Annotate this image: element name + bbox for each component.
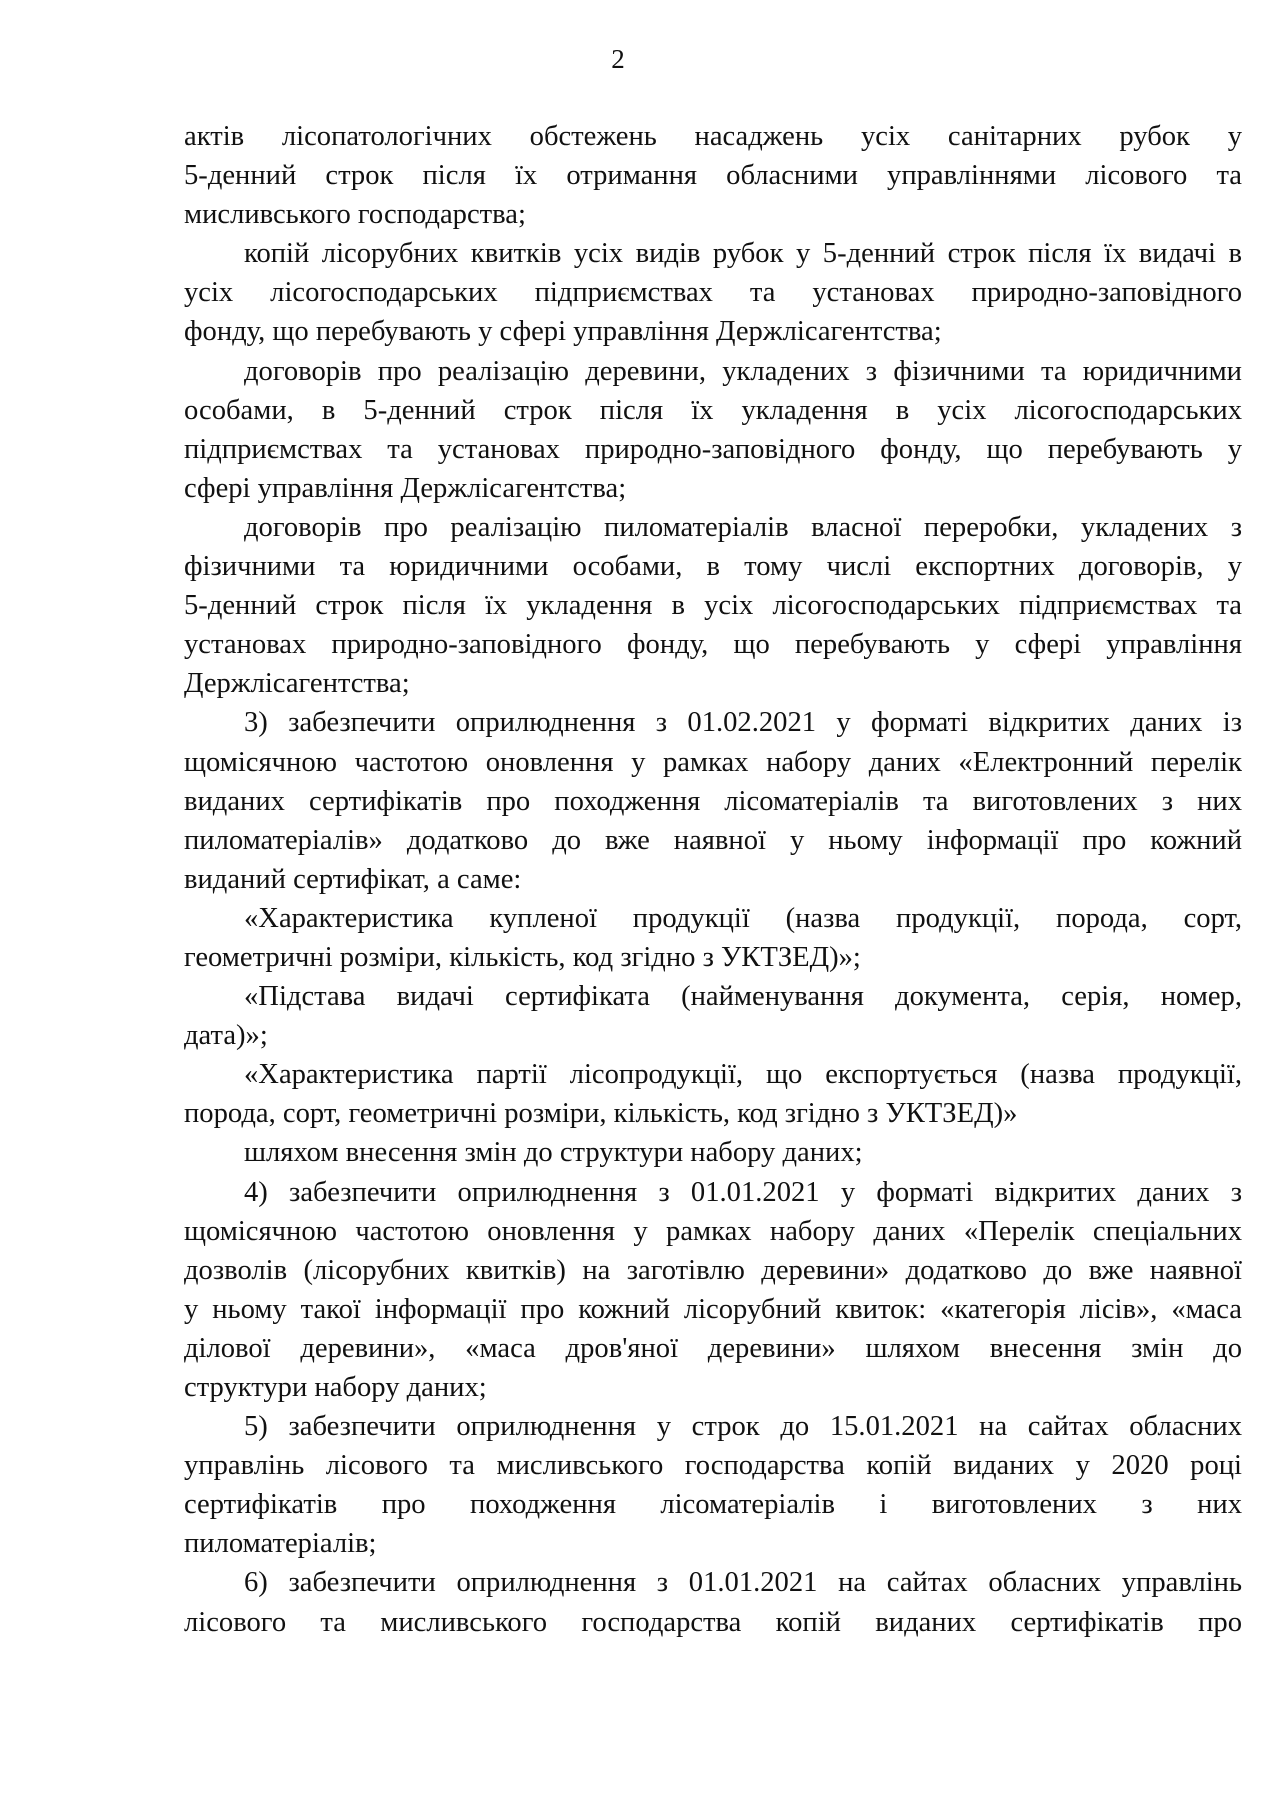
text-line: усіх лісогосподарських підприємствах та установах природно-заповідного [184, 277, 1242, 309]
document-body [184, 117, 1242, 1642]
text-line: шляхом внесення змін до структури набору даних; [244, 1137, 863, 1169]
paragraph-purchased-products [184, 899, 1242, 977]
text-line: договорів про реалізацію пиломатеріалів власної переробки, укладених з [244, 511, 1242, 543]
text-line: договорів про реалізацію деревини, укладених з фізичними та юридичними [244, 355, 1242, 387]
text-line: «Характеристика партії лісопродукції, що експортується (назва продукції, [244, 1059, 1242, 1091]
text-line: «Підстава видачі сертифіката (найменування документа, серія, номер, [244, 981, 1242, 1013]
text-line: 6) забезпечити оприлюднення з 01.01.2021 на сайтах обласних управлінь [244, 1567, 1242, 1599]
text-line: дозволів (лісорубних квитків) на заготівлю деревини» додатково до вже наявної [184, 1254, 1242, 1286]
paragraph-item-3 [184, 703, 1242, 898]
text-line: фізичними та юридичними особами, в тому числі експортних договорів, у [184, 551, 1242, 583]
text-line: 5-денний строк після їх укладення в усіх лісогосподарських підприємствах та [184, 590, 1242, 622]
text-line: 5-денний строк після їх отримання обласними управліннями лісового та [184, 160, 1242, 192]
paragraph-lumber-contracts [184, 508, 1242, 703]
text-line: підприємствах та установах природно-заповідного фонду, що перебувають у [184, 433, 1242, 465]
text-line: 3) забезпечити оприлюднення з 01.02.2021 у форматі відкритих даних із [244, 707, 1242, 739]
paragraph-item-5 [184, 1407, 1242, 1563]
text-line: лісового та мисливського господарства копій виданих сертифікатів про [184, 1606, 1242, 1638]
text-line: щомісячною частотою оновлення у рамках набору даних «Електронний перелік [184, 746, 1242, 778]
text-line: щомісячною частотою оновлення у рамках набору даних «Перелік спеціальних [184, 1215, 1242, 1247]
page-number: 2 [611, 44, 625, 74]
text-line: актів лісопатологічних обстежень насаджень усіх санітарних рубок у [184, 121, 1242, 152]
text-line: виданих сертифікатів про походження лісоматеріалів та виготовлених з них [184, 785, 1242, 817]
text-line: ділової деревини», «маса дров'яної деревини» шляхом внесення змін до [184, 1332, 1242, 1364]
text-line: мисливського господарства; [184, 199, 526, 231]
text-line: копій лісорубних квитків усіх видів рубок у 5-денний строк після їх видачі в [244, 238, 1242, 270]
text-line: виданий сертифікат, а саме: [184, 863, 522, 895]
text-line: структури набору даних; [184, 1372, 487, 1403]
paragraph-copies-tickets [184, 234, 1242, 351]
text-line: геометричні розміри, кількість, код згідно з УКТЗЕД)»; [184, 941, 861, 973]
text-line: особами, в 5-денний строк після їх укладення в усіх лісогосподарських [184, 394, 1242, 426]
text-line: «Характеристика купленої продукції (назва продукції, порода, сорт, [244, 902, 1242, 934]
paragraph-export-batch [184, 1055, 1242, 1133]
paragraph-item-4 [184, 1173, 1242, 1408]
text-line: Держлісагентства; [184, 668, 410, 700]
text-line: порода, сорт, геометричні розміри, кількість, код згідно з УКТЗЕД)» [184, 1098, 1018, 1130]
paragraph-certificate-basis [184, 977, 1242, 1055]
paragraph-acts-continuation [184, 117, 1242, 234]
text-line: фонду, що перебувають у сфері управління Держлісагентства; [184, 316, 942, 348]
text-line: дата)»; [184, 1020, 268, 1052]
paragraph-structure-change [184, 1133, 1242, 1172]
text-line: пиломатеріалів» додатково до вже наявної у ньому інформації про кожний [184, 824, 1242, 856]
paragraph-item-6 [184, 1563, 1242, 1641]
text-line: пиломатеріалів; [184, 1528, 377, 1560]
text-line: 5) забезпечити оприлюднення у строк до 15.01.2021 на сайтах обласних [244, 1411, 1242, 1443]
text-line: 4) забезпечити оприлюднення з 01.01.2021 у форматі відкритих даних з [244, 1176, 1242, 1208]
text-line: у ньому такої інформації про кожний лісорубний квиток: «категорія лісів», «маса [184, 1293, 1242, 1325]
text-line: сертифікатів про походження лісоматеріалів і виготовлених з них [184, 1489, 1242, 1521]
text-line: установах природно-заповідного фонду, що перебувають у сфері управління [184, 629, 1242, 661]
text-line: управлінь лісового та мисливського господарства копій виданих у 2020 році [184, 1450, 1242, 1482]
paragraph-wood-contracts [184, 352, 1242, 508]
text-line: сфері управління Держлісагентства; [184, 472, 627, 504]
